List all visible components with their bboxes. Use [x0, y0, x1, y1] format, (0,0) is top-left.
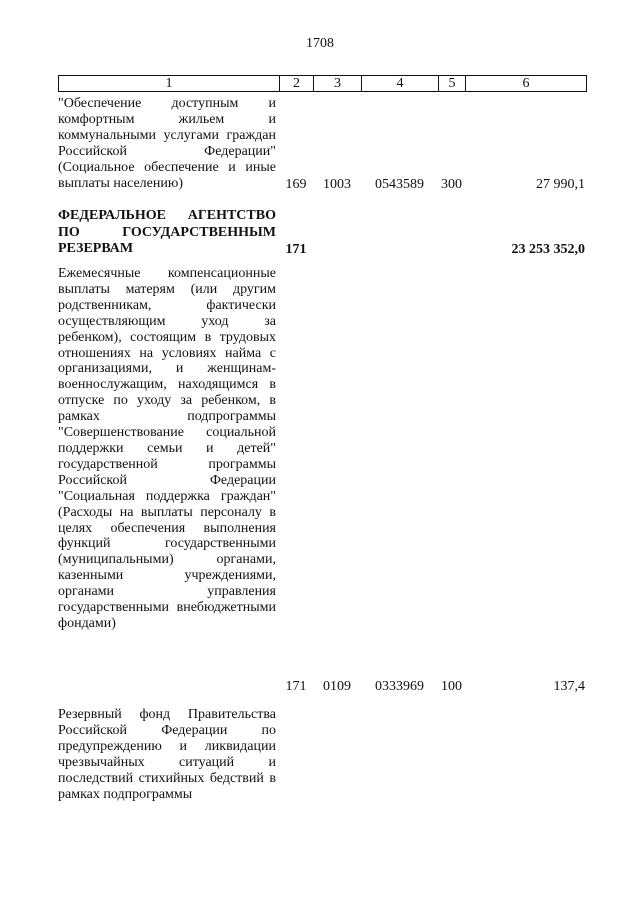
- row-expense-type-code: 100: [441, 679, 462, 695]
- row-amount: 137,4: [553, 679, 585, 695]
- row-description: Ежемесячные компенсационные выплаты матерям (или другим родственникам, фактически осуществляющим уход за ребенком), состоящим в трудовых отношениях на условиях найма с организациями, и женщинам-военнослужащим, находящимся в отпуске по уходу за ребенком, в рамках подпрограммы "Совершенствование социальной поддержки семьи и детей" государственной программы Российской Федерации "Социальная поддержка граждан" (Расходы на выплаты персоналу в целях обеспечения выполнения функций государственными (муниципальными) органами, казенными учреждениями, органами управления государственными внебюджетными фондами): [58, 266, 276, 631]
- table-row: [58, 208, 585, 258]
- column-header-1: 1: [59, 76, 280, 92]
- row-section-code: 0109: [323, 679, 351, 695]
- row-description: "Обеспечение доступным и комфортным жильем и коммунальными услугами граждан Российской Федерации" (Социальное обеспечение и иные выплаты населению): [58, 96, 276, 191]
- row-ved-code: 171: [285, 679, 307, 695]
- row-amount: 27 990,1: [536, 177, 585, 193]
- table-row: [58, 266, 585, 695]
- row-description: Резервный фонд Правительства Российской Федерации по предупреждению и ликвидации чрезвычайных ситуаций и последствий стихийных бедствий в рамках подпрограммы: [58, 707, 276, 802]
- row-expense-type-code: 300: [441, 177, 462, 193]
- column-header-2: 2: [280, 76, 314, 92]
- table-row: [58, 96, 585, 193]
- column-header-6: 6: [466, 76, 587, 92]
- row-ved-code: 169: [285, 177, 307, 193]
- column-header-5: 5: [439, 76, 466, 92]
- column-header-row: [59, 76, 587, 92]
- row-amount: 23 253 352,0: [511, 242, 585, 258]
- row-target-code: 0333969: [375, 679, 424, 695]
- column-header-4: 4: [362, 76, 439, 92]
- row-target-code: 0543589: [375, 177, 424, 193]
- table-row: [58, 707, 585, 837]
- column-header-3: 3: [314, 76, 362, 92]
- column-header-table: [58, 75, 587, 92]
- row-section-code: 1003: [323, 177, 351, 193]
- page-number: 1708: [306, 36, 334, 51]
- row-description: ФЕДЕРАЛЬНОЕ АГЕНТСТВО ПО ГОСУДАРСТВЕННЫМ РЕЗЕРВАМ: [58, 208, 276, 256]
- row-ved-code: 171: [285, 242, 307, 258]
